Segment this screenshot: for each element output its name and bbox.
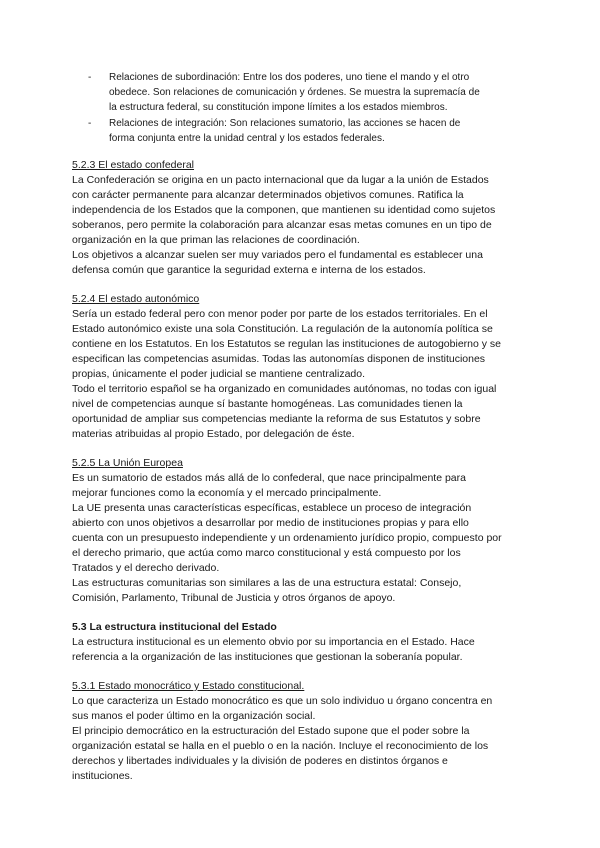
section-estado-monocratico [72, 679, 528, 784]
text-line: materias atribuidas al propio Estado, por delegación de éste. [72, 428, 355, 440]
bullet-line: la estructura federal, su constitución impone límites a los estados miembros. [109, 102, 448, 114]
section-heading: 5.3.1 Estado monocrático y Estado constitucional. [72, 680, 305, 692]
text-line: Tratados y el derecho derivado. [72, 562, 220, 574]
section-estado-autonomico [72, 292, 528, 442]
text-line: organización estatal se halla en el pueblo o en la nación. Incluye el reconocimiento de los [72, 740, 489, 752]
paragraph [72, 382, 528, 442]
text-line: Lo que caracteriza un Estado monocrático es que un solo individuo u órgano concentra en [72, 695, 493, 707]
text-line: independencia de los Estados que la componen, que mantienen su identidad como sujetos [72, 204, 496, 216]
text-line: derechos y libertades individuales y la división de poderes en distintos órganos e [72, 755, 448, 767]
text-line: Las estructuras comunitarias son similares a las de una estructura estatal: Consejo, [72, 577, 462, 589]
text-line: el derecho primario, que actúa como marco constitucional y está compuesto por los [72, 547, 461, 559]
section-heading: 5.2.5 La Unión Europea [72, 457, 183, 469]
text-line: Comisión, Parlamento, Tribunal de Justicia y otros órganos de apoyo. [72, 592, 396, 604]
text-line: especifican las competencias asumidas. Todas las autonomías disponen de instituciones [72, 353, 486, 365]
text-line: La UE presenta unas características específicas, establece un proceso de integración [72, 502, 472, 514]
bullet-item-integracion [88, 116, 528, 146]
text-line: cuenta con un presupuesto independiente y un ordenamiento jurídico propio, compuesto por [72, 532, 502, 544]
text-line: mejorar funciones como la economía y el mercado principalmente. [72, 487, 382, 499]
text-line: sus manos el poder último en la organización social. [72, 710, 316, 722]
paragraph [72, 173, 528, 248]
text-line: Todo el territorio español se ha organizado en comunidades autónomas, no todas con igual [72, 383, 497, 395]
text-line: abierto con unos objetivos a desarrollar por medio de instituciones propias y para ello [72, 517, 469, 529]
text-line: referencia a la organización de las instituciones que gestionan la soberanía popular. [72, 651, 463, 663]
paragraph [72, 724, 528, 784]
text-line: Sería un estado federal pero con menor poder por parte de los estados territoriales. En el [72, 308, 488, 320]
bullet-list [88, 70, 528, 146]
text-line: El principio democrático en la estructuración del Estado supone que el poder sobre la [72, 725, 470, 737]
section-heading: 5.2.4 El estado autonómico [72, 293, 200, 305]
paragraph [72, 576, 528, 606]
bullet-line: Relaciones de subordinación: Entre los dos poderes, uno tiene el mando y el otro [109, 72, 470, 83]
document-body [72, 158, 528, 798]
section-estructura-institucional [72, 620, 528, 665]
text-line: La Confederación se origina en un pacto internacional que da lugar a la unión de Estados [72, 174, 489, 186]
text-line: Los objetivos a alcanzar suelen ser muy variados pero el fundamental es establecer una [72, 249, 483, 261]
text-line: La estructura institucional es un elemento obvio por su importancia en el Estado. Hace [72, 636, 475, 648]
section-estado-confederal [72, 158, 528, 278]
text-line: soberanos, pero permite la colaboración para alcanzar esas metas comunes en un tipo de [72, 219, 492, 231]
bullet-marker: - [88, 117, 92, 129]
text-line: con carácter permanente para alcanzar determinados objetivos comunes. Ratifica la [72, 189, 464, 201]
paragraph [72, 307, 528, 382]
bullet-line: obedece. Son relaciones de comunicación y órdenes. Se muestra la supremacía de [109, 87, 480, 99]
text-line: nivel de competencias aunque sí bastante homogéneas. Las comunidades tienen la [72, 398, 463, 410]
text-line: propias, únicamente el poder judicial se mantiene centralizado. [72, 368, 366, 380]
paragraph [72, 501, 528, 576]
text-line: Estado autonómico existe una sola Constitución. La regulación de la autonomía política se [72, 323, 493, 335]
paragraph [72, 471, 528, 501]
text-line: organización en la que priman las relaciones de coordinación. [72, 234, 360, 246]
text-line: Es un sumatorio de estados más allá de lo confederal, que nace principalmente para [72, 472, 466, 484]
paragraph [72, 694, 528, 724]
bullet-item-subordinacion [88, 70, 528, 116]
paragraph [72, 635, 528, 665]
text-line: defensa común que garantice la seguridad externa e interna de los estados. [72, 264, 426, 276]
paragraph [72, 248, 528, 278]
bullet-line: forma conjunta entre la unidad central y los estados federales. [109, 132, 385, 144]
bullet-line: Relaciones de integración: Son relaciones sumatorio, las acciones se hacen de [109, 117, 461, 129]
text-line: contiene en los Estatutos. En los Estatutos se regulan las instituciones de autogobierno y se [72, 338, 502, 350]
section-heading: 5.3 La estructura institucional del Estado [72, 621, 277, 633]
section-union-europea [72, 456, 528, 606]
section-heading: 5.2.3 El estado confederal [72, 159, 195, 171]
text-line: instituciones. [72, 770, 133, 782]
bullet-marker: - [88, 72, 92, 83]
text-line: oportunidad de ampliar sus competencias mediante la reforma de sus Estatutos y sobre [72, 413, 481, 425]
